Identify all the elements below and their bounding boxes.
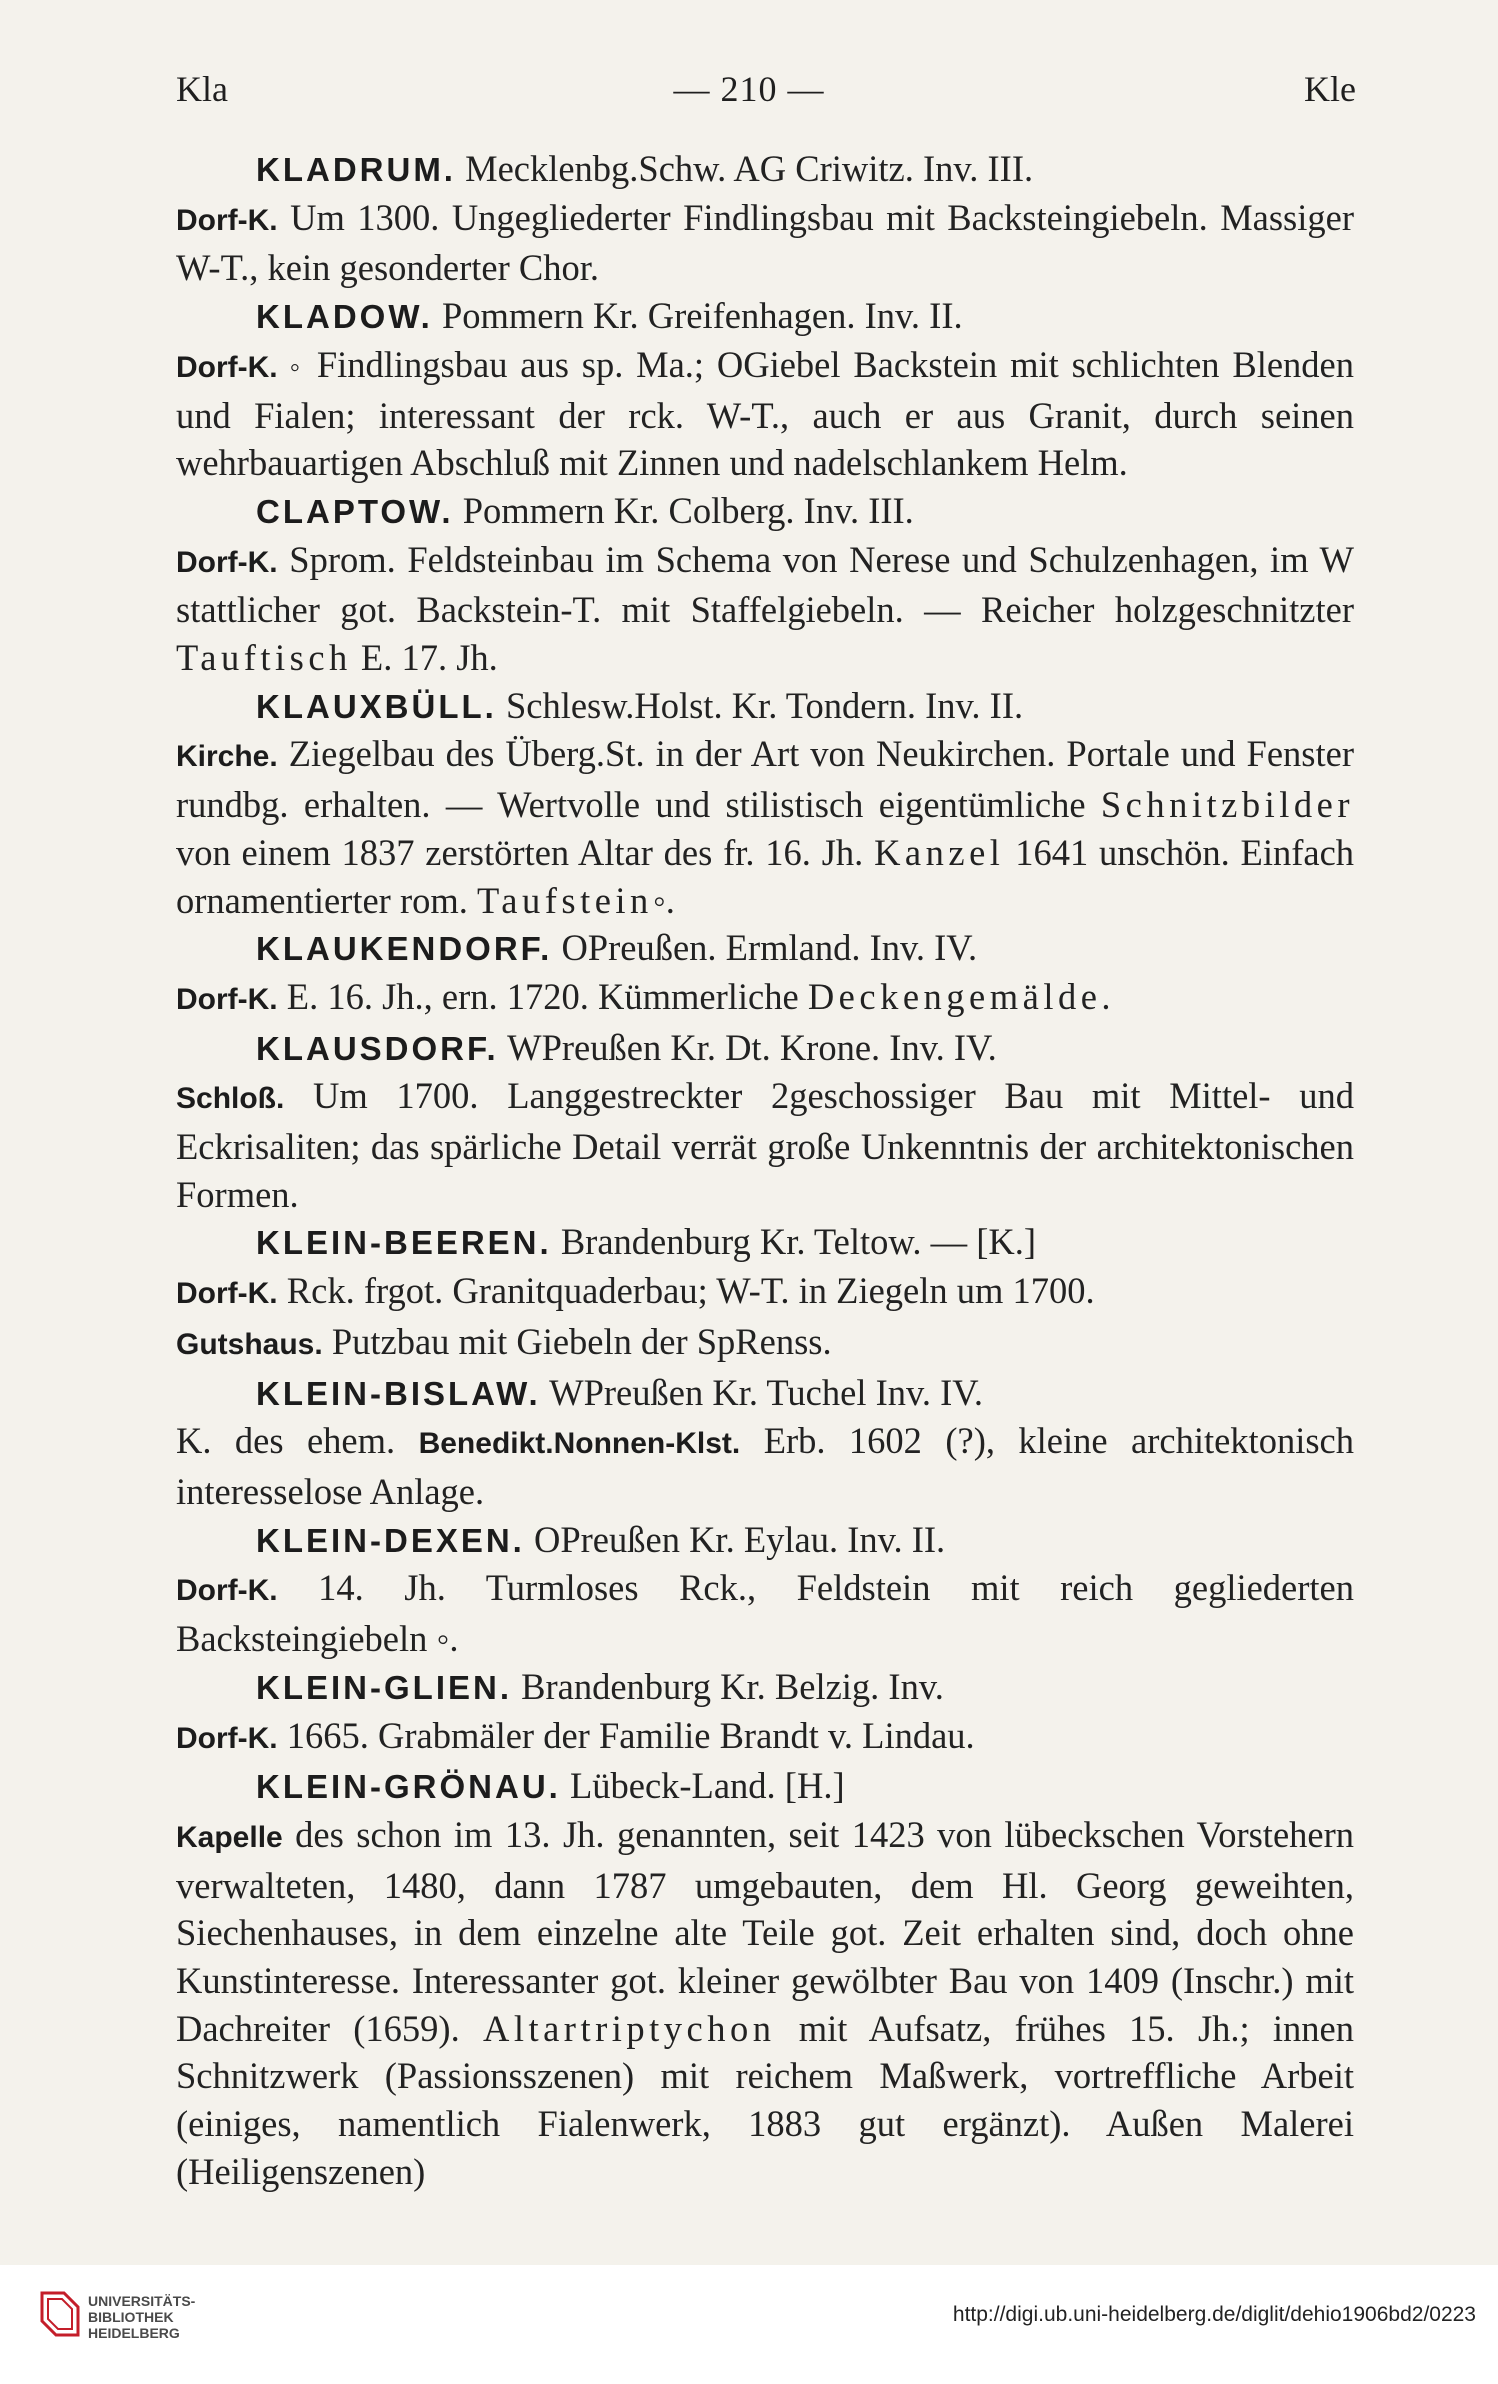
page-number: — 210 — [673, 69, 825, 109]
entry-paragraph: Schloß. Um 1700. Langgestreckter 2geschossiger Bau mit Mittel- und Eckrisaliten; das spärliche Detail verrät große Unkenntnis der architektonischen Formen. [176, 1075, 1354, 1215]
entry-heading: KLAUXBÜLL. Schlesw.Holst. Kr. Tondern. Inv. II. [256, 684, 1024, 726]
viewer-footer [0, 2265, 1498, 2384]
entry-paragraph: Kapelle des schon im 13. Jh. genannten, seit 1423 von lübeckschen Vorstehern verwalteten, 1480, dann 1787 umgebauten, dem Hl. Georg geweihten, Siechenhauses, in dem einzelne alte Teile got. Zeit erhalten sind, doch ohne Kunstinteresse. Interessanter got. kleiner gewölbter Bau von 1409 (Inschr.) mit Dachreiter (1659). Altartriptychon mit Aufsatz, frühes 15. Jh.; innen Schnitzwerk (Passionsszenen) mit reichem Maßwerk, vortreffliche Arbeit (einiges, namentlich Fialenwerk, 1883 gut ergänzt). Außen Malerei (Heiligenszenen) [176, 1813, 1355, 2192]
entry-paragraph: K. des ehem. Benedikt.Nonnen-Klst. Erb. 1602 (?), kleine architektonisch interesselose Anlage. [176, 1420, 1354, 1512]
entry-heading: KLEIN-GLIEN. Brandenburg Kr. Belzig. Inv. [256, 1665, 944, 1707]
entry-paragraph: Gutshaus. Putzbau mit Giebeln der SpRenss. [176, 1320, 832, 1362]
entries-body [176, 145, 1354, 2196]
entry-heading: CLAPTOW. Pommern Kr. Colberg. Inv. III. [256, 489, 914, 531]
entry-heading: KLADRUM. Mecklenbg.Schw. AG Criwitz. Inv. III. [256, 148, 1034, 189]
entry-heading: KLAUKENDORF. OPreußen. Ermland. Inv. IV. [256, 927, 978, 969]
entry-heading: KLEIN-DEXEN. OPreußen Kr. Eylau. Inv. II. [256, 1518, 946, 1560]
source-url-link[interactable]: http://digi.ub.uni-heidelberg.de/diglit/dehio1906bd2/0223 [952, 2303, 1476, 2326]
entry-paragraph: Dorf-K. E. 16. Jh., ern. 1720. Kümmerliche Deckengemälde. [176, 975, 1116, 1017]
entry-paragraph: Dorf-K. Rck. frgot. Granitquaderbau; W-T. in Ziegeln um 1700. [176, 1270, 1095, 1312]
entry-heading: KLAUSDORF. WPreußen Kr. Dt. Krone. Inv. IV. [256, 1026, 997, 1068]
university-library-logo-icon [38, 2287, 82, 2339]
entry-paragraph: Dorf-K. Sprom. Feldsteinbau im Schema von Nerese und Schulzenhagen, im W stattlicher got. Backstein-T. mit Staffelgiebeln. — Reicher holzgeschnitzter Tauftisch E. 17. Jh. [176, 538, 1354, 679]
entry-paragraph: Dorf-K. Um 1300. Ungegliederter Findlingsbau mit Backsteingiebeln. Massiger W-T., kein gesonderter Chor. [176, 196, 1355, 289]
entry-heading: KLEIN-BISLAW. WPreußen Kr. Tuchel Inv. IV. [256, 1371, 984, 1413]
running-header [0, 68, 1498, 128]
entry-heading: KLADOW. Pommern Kr. Greifenhagen. Inv. II. [256, 295, 963, 337]
entry-paragraph: Dorf-K. ◦ Findlingsbau aus sp. Ma.; OGiebel Backstein mit schlichten Blenden und Fialen; interessant der rck. W-T., auch er aus Granit, durch seinen wehrbauartigen Abschluß mit Zinnen und nadelschlankem Helm. [176, 343, 1355, 484]
library-name: UNIVERSITÄTS- BIBLIOTHEK HEIDELBERG [88, 2293, 196, 2341]
entry-paragraph: Kirche. Ziegelbau des Überg.St. in der Art von Neukirchen. Portale und Fenster rundbg. erhalten. — Wertvolle und stilistisch eigentümliche Schnitzbilder von einem 1837 zerstörten Altar des fr. 16. Jh. Kanzel 1641 unschön. Einfach ornamentierter rom. Taufstein◦. [176, 733, 1355, 921]
entry-paragraph: Dorf-K. 1665. Grabmäler der Familie Brandt v. Lindau. [176, 1714, 975, 1756]
entry-paragraph: Dorf-K. 14. Jh. Turmloses Rck., Feldstein mit reich gegliederten Backsteingiebeln ◦. [176, 1567, 1354, 1660]
header-right: Kle [1304, 69, 1356, 109]
header-left: Kla [176, 69, 228, 109]
entry-heading: KLEIN-BEEREN. Brandenburg Kr. Teltow. — [K.] [256, 1221, 1037, 1263]
entry-heading: KLEIN-GRÖNAU. Lübeck-Land. [H.] [256, 1765, 845, 1807]
